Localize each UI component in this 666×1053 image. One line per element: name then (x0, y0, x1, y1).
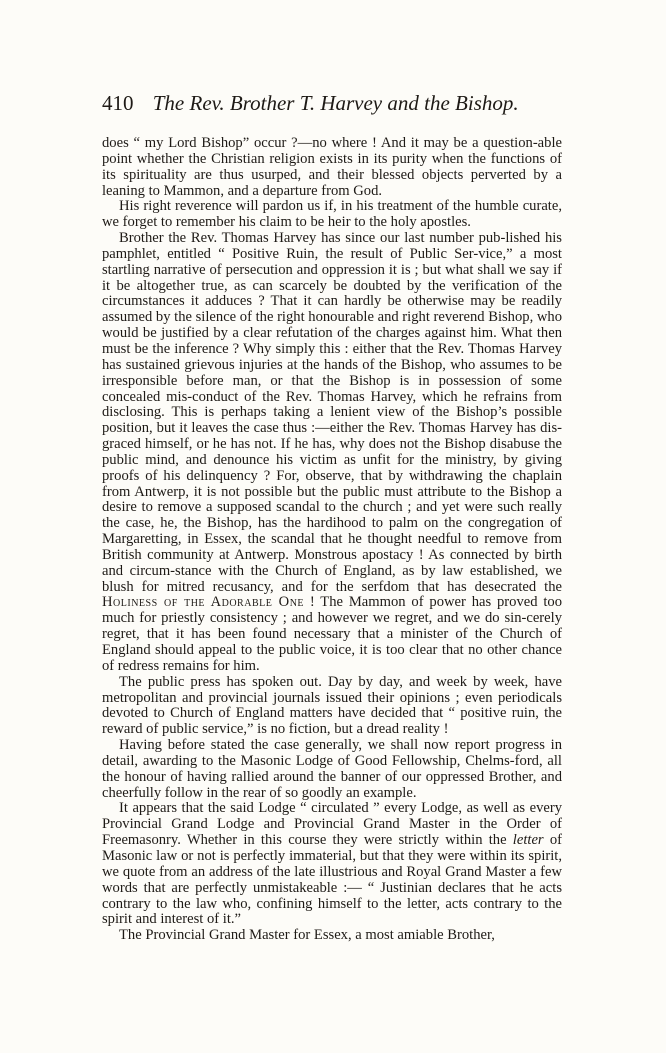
paragraph-text: The public press has spoken out. Day by day, and week by week, have metropolitan and provincial journals issued their opinions ; even periodicals devoted to Church of England matters have decided that “ positive ruin, the reward of public service,” is no fiction, but a dread reality ! (102, 673, 562, 738)
page-number: 410 (102, 91, 134, 115)
paragraph-text: His right reverence will pardon us if, in his treatment of the humble curate, we forget to remember his claim to be heir to the holy apostles. (102, 198, 562, 231)
paragraph-text: Having before stated the case generally, we shall now report progress in detail, awarding to the Masonic Lodge of Good Fellowship, Chelms-ford, all the honour of having rallied around the banner of our oppressed Brother, and cheerfully follow in the rear of so goodly an example. (102, 737, 562, 801)
paragraph-6 (102, 801, 562, 928)
paragraph-4 (102, 675, 562, 738)
running-title: The Rev. Brother T. Harvey and the Bishop. (152, 91, 519, 115)
paragraph-3 (102, 231, 562, 675)
small-caps-phrase: Holiness of the Adorable One (102, 594, 305, 611)
paragraph-text: of Masonic law or not is perfectly immaterial, but that they were within its spirit, we quote from an address of the late illustrious and Royal Grand Master a few words that are perfectly unmistakeable :— “ Justinian declares that he acts contrary to the law who, confining himself to the letter, acts contrary to the spirit and interest of it.” (102, 832, 562, 928)
paragraph-text: Brother the Rev. Thomas Harvey has since our last number pub-lished his pamphlet, entitled “ Positive Ruin, the result of Public Ser-vice,” a most startling narrative of persecution and oppression it is ; but what shall we say if it be altogether true, as can scarcely be doubted by the verification of the circumstances it adduces ? That it can hardly be otherwise may be readily assumed by the silence of the right honourable and right reverend Bishop, who would be justified by a clear refutation of the charges against him. What then must be the inference ? Why simply this : either that the Rev. Thomas Harvey has sustained grievous injuries at the hands of the Bishop, who assumes to be irresponsible before man, or that the Bishop is in possession of some concealed mis-conduct of the Rev. Thomas Harvey, which he refrains from disclosing. This is perhaps taking a lenient view of the Bishop’s possible position, but it leaves the case thus :—either the Rev. Thomas Harvey has dis-graced himself, or he has not. If he has, why does not the Bishop disabuse the public mind, and denounce his victim as unfit for the ministry, by giving proofs of his delinquency ? For, observe, that by withdrawing the chaplain from Antwerp, it is not possible but the public must attribute to the Bishop a desire to remove a supposed scandal to the church ; and yet were such really the case, he, the Bishop, has the hardihood to palm on the congregation of Margaretting, in Essex, the scandal that he thought needful to remove from British community at Antwerp. Monstrous apostacy ! As connected by birth and circum-stance with the Church of England, as by law established, we blush for mitred recusancy, and for the serfdom that has desecrated the (102, 230, 562, 595)
paragraph-text: ! The Mammon of power has proved too much for priestly consistency ; and however we regret, and we do sin-cerely regret, that it has been found necessary that a minister of the Church of England should appeal to the public voice, it is too clear that no other chance of redress remains for him. (102, 594, 563, 674)
paragraph-text: It appears that the said Lodge “ circulated ” every Lodge, as well as every Provincial Grand Lodge and Provincial Grand Master in the Order of Freemasonry. Whether in this course they were strictly within the (102, 800, 562, 849)
body-text (102, 136, 562, 944)
paragraph-7 (102, 928, 562, 944)
paragraph-text: The Provincial Grand Master for Essex, a most amiable Brother, (119, 927, 495, 944)
paragraph-2 (102, 199, 562, 231)
italic-word: letter (512, 832, 544, 849)
paragraph-1 (102, 136, 562, 199)
paragraph-text: does “ my Lord Bishop” occur ?—no where ! And it may be a question-able point whether the Christian religion exists in its purity when the functions of its spirituality are thus usurped, and their blessed objects perverted by a leaning to Mammon, and a departure from God. (102, 135, 562, 199)
paragraph-5 (102, 738, 562, 801)
running-header (102, 91, 562, 115)
